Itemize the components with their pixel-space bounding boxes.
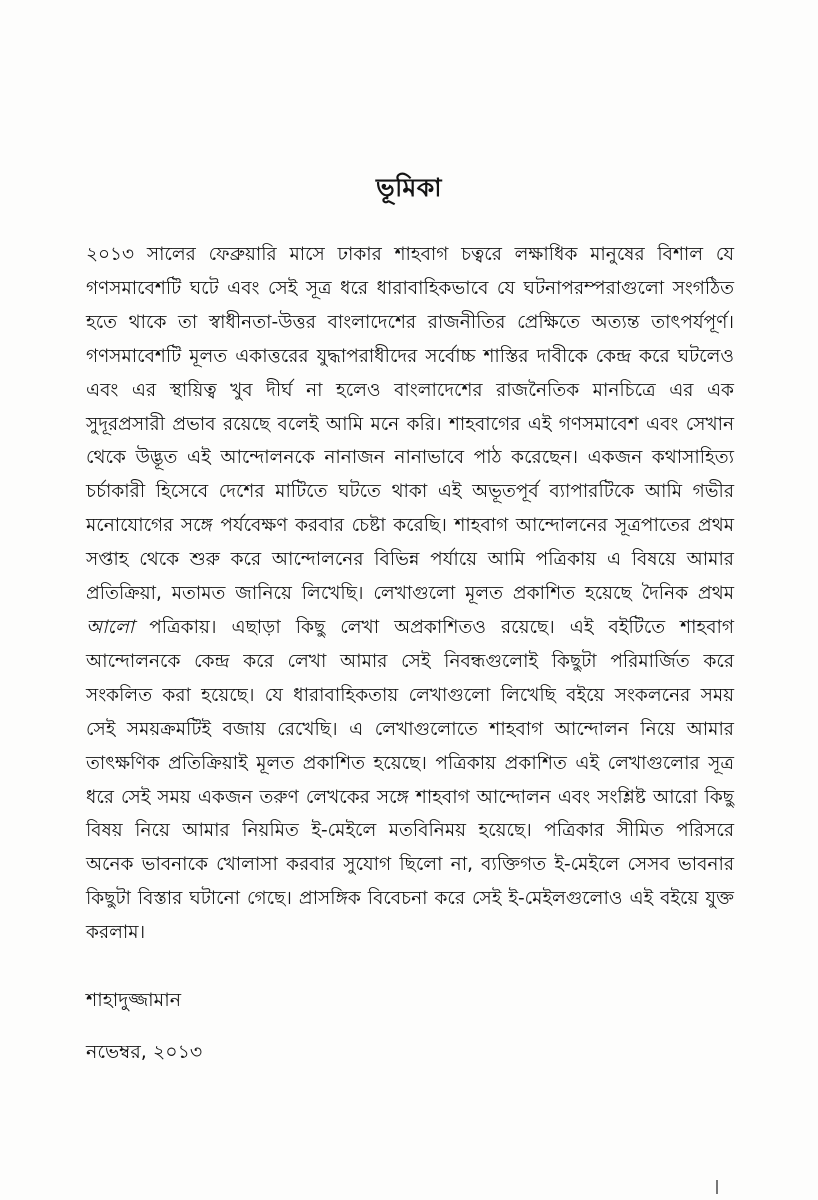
newspaper-name-italic: আলো xyxy=(86,616,135,638)
paragraph-text-part-1: ২০১৩ সালের ফেব্রুয়ারি মাসে ঢাকার শাহবাগ চত্বরে লক্ষাধিক মানুষের বিশাল যে গণসমাবেশটি ঘটে এবং সেই সূত্র ধরে ধারাবাহিকভাবে যে ঘটনাপরম্পরাগুলো সংগঠিত হতে থাকে তা স্বাধীনতা-উত্তর বাংলাদেশের রাজনীতির প্রেক্ষিতে অত্যন্ত তাৎপর্যপূর্ণ। গণসমাবেশটি মূলত একাত্তরের যুদ্ধাপরাধীদের সর্বোচ্চ শাস্তির দাবীকে কেন্দ্র করে ঘটলেও এবং এর স্থায়িত্ব খুব দীর্ঘ না হলেও বাংলাদেশের রাজনৈতিক মানচিত্রে এর এক সুদূরপ্রসারী প্রভাব রয়েছে বলেই আমি মনে করি। শাহবাগের এই গণসমাবেশ এবং সেখান থেকে উদ্ভূত এই আন্দোলনকে নানাজন নানাভাবে পাঠ করেছেন। একজন কথাসাহিত্য চর্চাকারী হিসেবে দেশের মাটিতে ঘটতে থাকা এই অভূতপূর্ব ব্যাপারটিকে আমি গভীর মনোযোগের সঙ্গে পর্যবেক্ষণ করবার চেষ্টা করেছি। শাহবাগ আন্দোলনের সূত্রপাতের প্রথম সপ্তাহ থেকে শুরু করে আন্দোলনের বিভিন্ন পর্যায়ে আমি পত্রিকায় এ বিষয়ে আমার প্রতিক্রিয়া, মতামত জানিয়ে লিখেছি। লেখাগুলো মূলত প্রকাশিত হয়েছে দৈনিক প্রথম xyxy=(86,244,734,605)
preface-paragraph xyxy=(86,238,734,950)
page-title: ভূমিকা xyxy=(376,173,442,202)
paragraph-text-part-2: পত্রিকায়। এছাড়া কিছু লেখা অপ্রকাশিতও রয়েছে। এই বইটিতে শাহবাগ আন্দোলনকে কেন্দ্র করে লেখা আমার সেই নিবন্ধগুলোই কিছুটা পরিমার্জিত করে সংকলিত করা হয়েছে। যে ধারাবাহিকতায় লেখাগুলো লিখেছি বইয়ে সংকলনের সময় সেই সময়ক্রমটিই বজায় রেখেছি। এ লেখাগুলোতে শাহবাগ আন্দোলন নিয়ে আমার তাৎক্ষণিক প্রতিক্রিয়াই মূলত প্রকাশিত হয়েছে। পত্রিকায় প্রকাশিত এই লেখাগুলোর সূত্র ধরে সেই সময় একজন তরুণ লেখকের সঙ্গে শাহবাগ আন্দোলন এবং সংশ্লিষ্ট আরো কিছু বিষয় নিয়ে আমার নিয়মিত ই-মেইলে মতবিনিময় হয়েছে। পত্রিকার সীমিত পরিসরে অনেক ভাবনাকে খোলাসা করবার সুযোগ ছিলো না, ব্যক্তিগত ই-মেইলে সেসব ভাবনার কিছুটা বিস্তার ঘটানো গেছে। প্রাসঙ্গিক বিবেচনা করে সেই ই-মেইলগুলোও এই বইয়ে যুক্ত করলাম। xyxy=(86,616,734,944)
preface-date: নভেম্বর, ২০১৩ xyxy=(86,1041,203,1063)
scan-speck xyxy=(716,1180,718,1194)
author-signature: শাহাদুজ্জামান xyxy=(86,989,182,1011)
